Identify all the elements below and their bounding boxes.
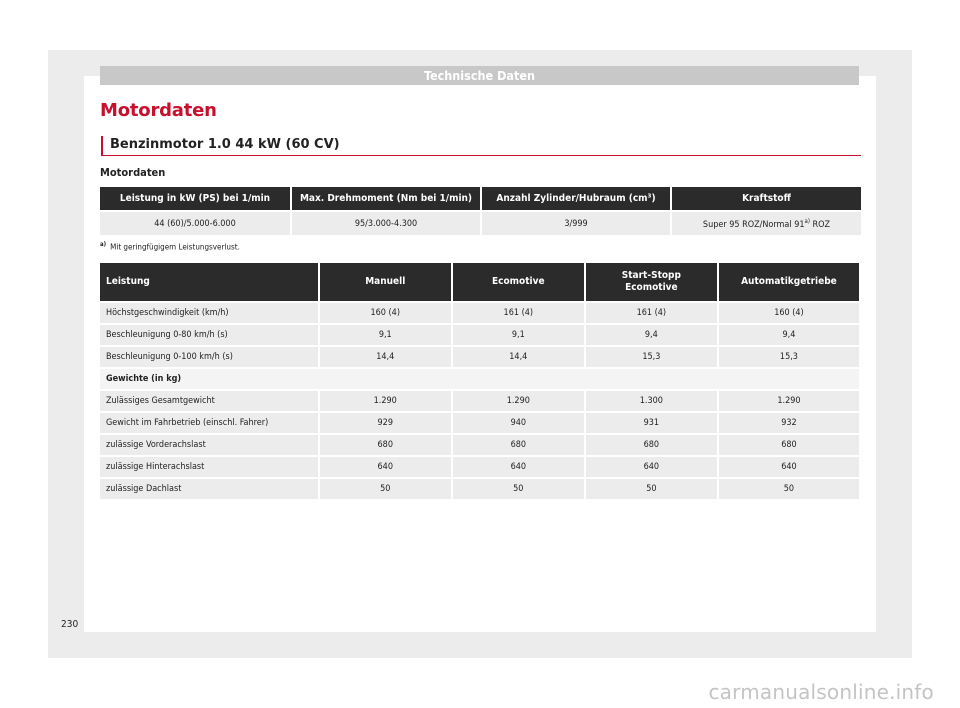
table-row [100,303,859,323]
table-cell: 160 (4) [719,303,859,323]
table-cell-fuel [672,212,861,235]
table-cell: 14,4 [320,347,451,367]
watermark: carmanualsonline.info [708,680,934,704]
engine-data-table [98,185,863,237]
table-cell: 44 (60)/5.000-6.000 [100,212,290,235]
group-label: Gewichte (in kg) [100,369,859,389]
table-cell: 50 [453,479,584,499]
table-cell: 50 [586,479,717,499]
column-header [586,263,717,301]
column-header: Leistung in kW (PS) bei 1/min [100,187,290,210]
section-title: Motordaten [100,100,217,121]
table-cell: 640 [586,457,717,477]
table-cell: 9,1 [453,325,584,345]
table-cell: 929 [320,413,451,433]
row-label: zulässige Hinterachslast [100,457,318,477]
table-cell: 15,3 [586,347,717,367]
table-cell: 9,1 [320,325,451,345]
table-cell: 931 [586,413,717,433]
table-cell: 680 [719,435,859,455]
row-label: zulässige Dachlast [100,479,318,499]
table-row [100,212,861,235]
row-label: Beschleunigung 0-100 km/h (s) [100,347,318,367]
table-cell: 50 [719,479,859,499]
table-cell: 680 [320,435,451,455]
column-header: Automatikgetriebe [719,263,859,301]
table-cell: 161 (4) [453,303,584,323]
subsection-title: Benzinmotor 1.0 44 kW (60 CV) [110,137,340,152]
table-row [100,347,859,367]
table-header-row [100,263,859,301]
table-cell: 1.300 [586,391,717,411]
subsection-heading [101,136,861,156]
table-row [100,457,859,477]
group-row [100,369,859,389]
table-row [100,413,859,433]
table-cell: 160 (4) [320,303,451,323]
table-cell: 1.290 [719,391,859,411]
table-cell: 50 [320,479,451,499]
column-header: Max. Drehmoment (Nm bei 1/min) [292,187,480,210]
table-cell: 640 [453,457,584,477]
table-cell: 15,3 [719,347,859,367]
table-cell: 14,4 [453,347,584,367]
fuel-text-suffix: ROZ [809,220,831,230]
table-cell: 640 [320,457,451,477]
row-label: Zulässiges Gesamtgewicht [100,391,318,411]
table-cell: 161 (4) [586,303,717,323]
table-caption: Motordaten [100,166,166,179]
table-cell: 680 [586,435,717,455]
table-row [100,479,859,499]
footnote-marker: a) [100,241,107,248]
table-row [100,435,859,455]
table-cell: 932 [719,413,859,433]
header-line: Ecomotive [625,282,678,293]
table-cell: 3/999 [482,212,670,235]
column-header: Manuell [320,263,451,301]
fuel-text: Super 95 ROZ/Normal 91 [702,220,805,230]
row-label: Höchstgeschwindigkeit (km/h) [100,303,318,323]
column-header: Ecomotive [453,263,584,301]
table-cell: 940 [453,413,584,433]
column-header: Leistung [100,263,318,301]
column-header: Anzahl Zylinder/Hubraum (cm³) [482,187,670,210]
footnote-marker: a) [804,218,810,225]
table-cell: 640 [719,457,859,477]
chapter-header: Technische Daten [100,66,859,85]
table-cell: 680 [453,435,584,455]
footnote-text: Mit geringfügigem Leistungsverlust. [110,242,240,252]
table-cell: 1.290 [320,391,451,411]
table-header-row [100,187,861,210]
table-row [100,391,859,411]
performance-table [98,261,861,501]
row-label: Gewicht im Fahrbetrieb (einschl. Fahrer) [100,413,318,433]
table-cell: 9,4 [719,325,859,345]
header-line: Start-Stopp [621,270,681,281]
row-label: Beschleunigung 0-80 km/h (s) [100,325,318,345]
table-cell: 9,4 [586,325,717,345]
table-cell: 95/3.000-4.300 [292,212,480,235]
page-number: 230 [61,619,79,630]
row-label: zulässige Vorderachslast [100,435,318,455]
table-row [100,325,859,345]
column-header: Kraftstoff [672,187,861,210]
table-cell: 1.290 [453,391,584,411]
footnote [100,241,240,252]
